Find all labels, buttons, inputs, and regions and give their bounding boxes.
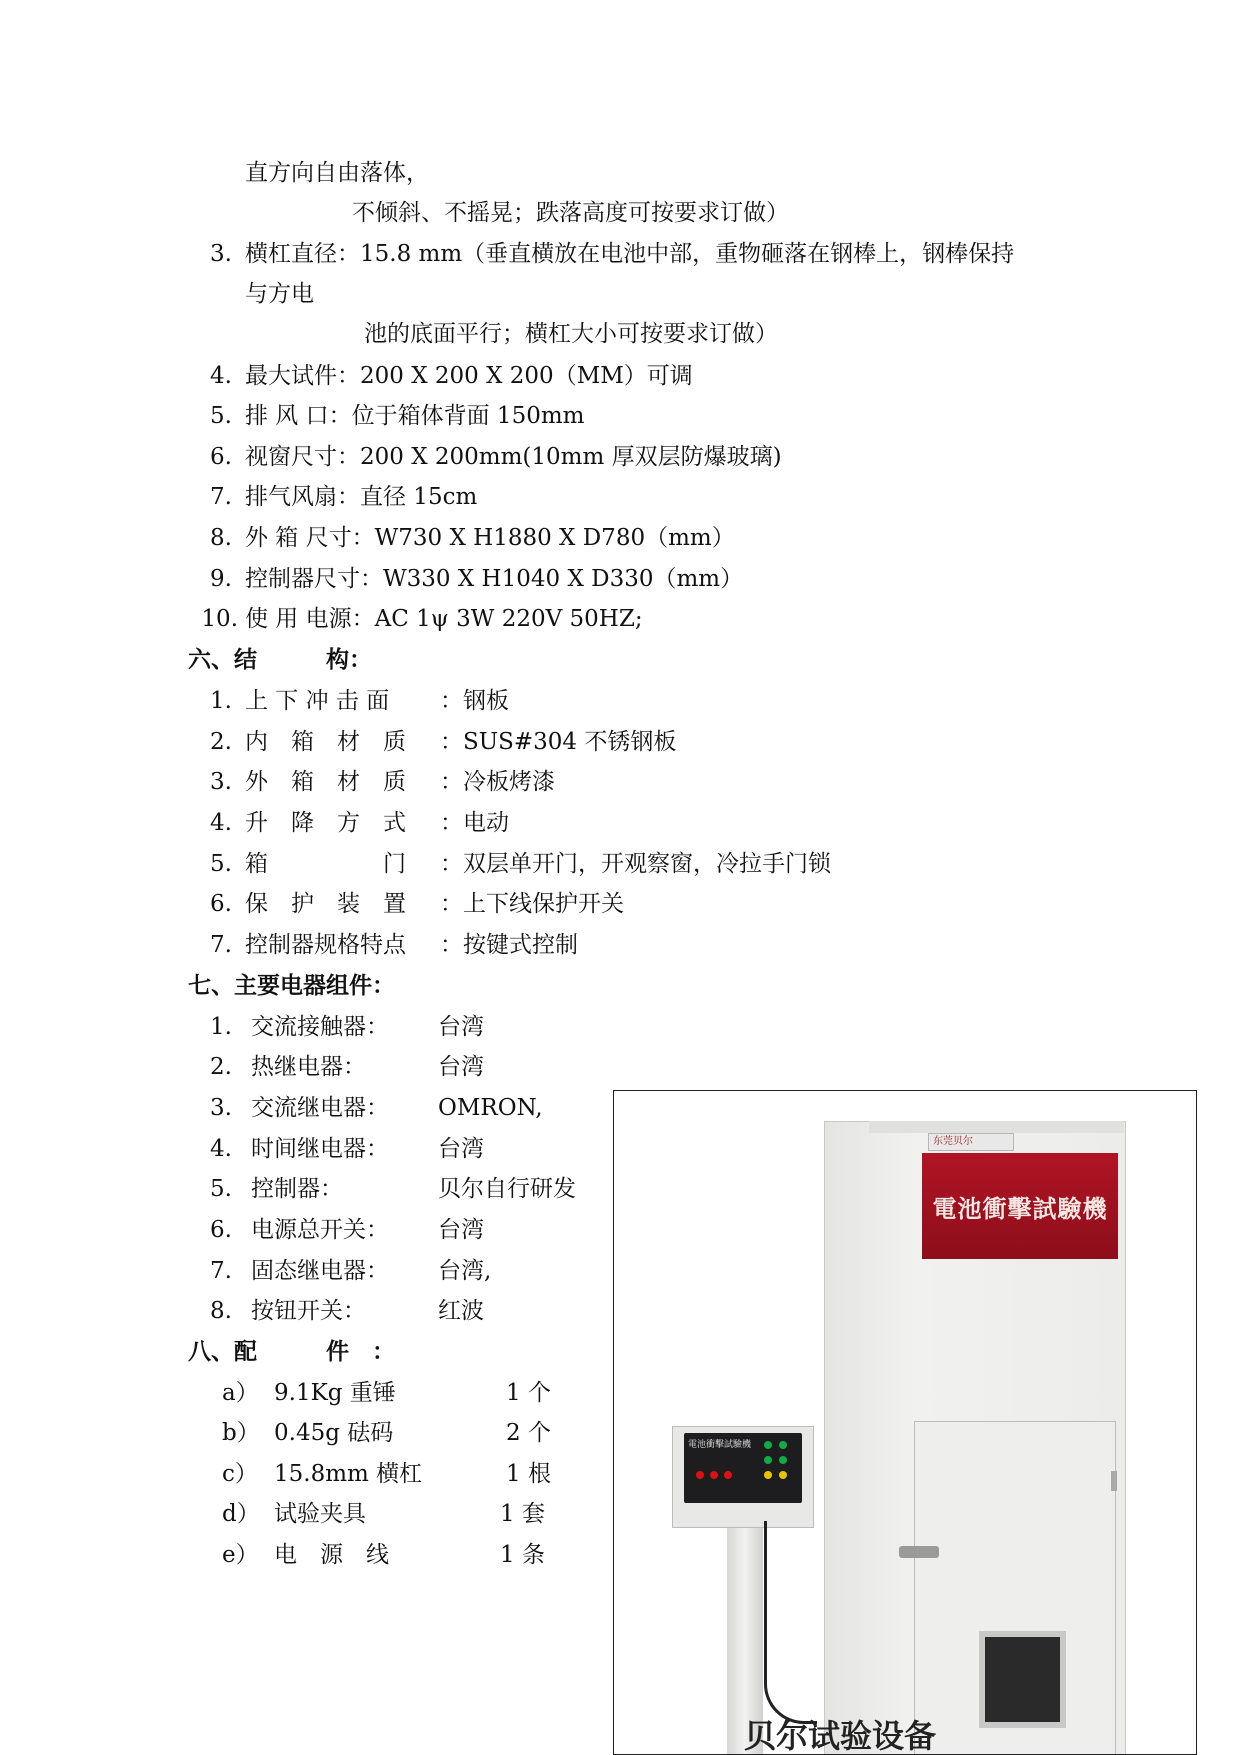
accessory-value: 1 套 bbox=[500, 1501, 545, 1527]
green-led-icon bbox=[764, 1441, 772, 1449]
component-key: 固态继电器： bbox=[251, 1258, 389, 1284]
accessory-num: c） bbox=[222, 1461, 258, 1487]
spec-text: 控制器尺寸：W330 X H1040 X D330（mm） bbox=[245, 566, 744, 592]
watermark: 贝尔试验设备 bbox=[744, 1717, 937, 1755]
section-7-heading: 七、主要电器组件： bbox=[188, 973, 395, 999]
component-num: 4. bbox=[210, 1136, 232, 1162]
spec-text: 最大试件：200 X 200 X 200（MM）可调 bbox=[245, 363, 693, 389]
component-num: 8. bbox=[210, 1298, 232, 1324]
spec-text: 与方电 bbox=[245, 281, 314, 307]
component-num: 5. bbox=[210, 1176, 232, 1202]
structure-key: 控制器规格特点 bbox=[245, 932, 406, 958]
structure-num: 1. bbox=[210, 688, 232, 714]
spec-text: 使 用 电源：AC 1ψ 3W 220V 50HZ; bbox=[245, 606, 643, 632]
structure-num: 4. bbox=[210, 810, 232, 836]
controller-title: 電池衝擊試驗機 bbox=[688, 1440, 752, 1450]
observation-window bbox=[979, 1631, 1066, 1728]
spec-num: 6. bbox=[210, 444, 232, 470]
green-led-icon bbox=[779, 1456, 787, 1464]
component-num: 3. bbox=[210, 1095, 232, 1121]
spec-text: 横杠直径：15.8 mm（垂直横放在电池中部，重物砸落在钢棒上，钢棒保持 bbox=[245, 241, 1015, 267]
structure-value: ：冷板烤漆 bbox=[440, 769, 555, 795]
spec-text: 排 风 口：位于箱体背面 150mm bbox=[245, 403, 585, 429]
intro-line-2: 不倾斜、不摇晃；跌落高度可按要求订做） bbox=[352, 200, 789, 226]
component-value: 台湾, bbox=[438, 1258, 492, 1284]
structure-value: ：SUS#304 不锈钢板 bbox=[440, 729, 677, 755]
structure-value: ：上下线保护开关 bbox=[440, 891, 624, 917]
spec-text: 排气风扇：直径 15cm bbox=[245, 484, 478, 510]
component-value: 台湾 bbox=[438, 1014, 484, 1040]
component-num: 7. bbox=[210, 1258, 232, 1284]
structure-num: 7. bbox=[210, 932, 232, 958]
section-8-heading: 八、配 件 ： bbox=[188, 1339, 395, 1365]
green-led-icon bbox=[779, 1441, 787, 1449]
red-led-icon bbox=[696, 1471, 704, 1479]
spec-num: 7. bbox=[210, 484, 232, 510]
component-key: 控制器： bbox=[251, 1176, 343, 1202]
spec-text: 视窗尺寸：200 X 200mm(10mm 厚双层防爆玻璃) bbox=[245, 444, 782, 470]
component-value: 贝尔自行研发 bbox=[438, 1176, 576, 1202]
structure-key: 外 箱 材 质 bbox=[245, 769, 406, 795]
yellow-led-icon bbox=[779, 1471, 787, 1479]
accessory-num: a） bbox=[222, 1380, 259, 1406]
component-key: 交流接触器： bbox=[251, 1014, 389, 1040]
red-led-icon bbox=[724, 1471, 732, 1479]
component-num: 1. bbox=[210, 1014, 232, 1040]
component-value: 台湾 bbox=[438, 1217, 484, 1243]
structure-value: ：电动 bbox=[440, 810, 509, 836]
green-led-icon bbox=[764, 1456, 772, 1464]
accessory-key: 15.8mm 横杠 bbox=[274, 1461, 423, 1487]
structure-key: 内 箱 材 质 bbox=[245, 729, 406, 755]
component-key: 热继电器： bbox=[251, 1054, 366, 1080]
structure-num: 6. bbox=[210, 891, 232, 917]
spec-num: 10. bbox=[201, 606, 238, 632]
spec-num: 8. bbox=[210, 525, 232, 551]
section-6-heading: 六、结 构： bbox=[188, 647, 372, 673]
accessory-value: 1 根 bbox=[506, 1461, 551, 1487]
structure-key: 箱 门 bbox=[245, 851, 406, 877]
spec-num: 5. bbox=[210, 403, 232, 429]
component-num: 2. bbox=[210, 1054, 232, 1080]
spec-num: 4. bbox=[210, 363, 232, 389]
door-hinge bbox=[1111, 1471, 1117, 1491]
accessory-num: d） bbox=[222, 1501, 260, 1527]
component-key: 按钮开关： bbox=[251, 1298, 366, 1324]
accessory-value: 1 条 bbox=[500, 1542, 545, 1568]
structure-value: ：钢板 bbox=[440, 688, 509, 714]
spec-text: 外 箱 尺寸：W730 X H1880 X D780（mm） bbox=[245, 525, 735, 551]
power-cable bbox=[764, 1521, 817, 1724]
accessory-num: b） bbox=[222, 1420, 260, 1446]
component-key: 时间继电器： bbox=[251, 1136, 389, 1162]
structure-num: 5. bbox=[210, 851, 232, 877]
cabinet-top bbox=[869, 1121, 1124, 1133]
brand-badge: 东莞贝尔 bbox=[928, 1133, 1014, 1151]
component-value: 红波 bbox=[438, 1298, 484, 1324]
yellow-led-icon bbox=[764, 1471, 772, 1479]
component-value: 台湾 bbox=[438, 1054, 484, 1080]
product-photo bbox=[613, 1090, 1197, 1755]
door-handle-icon bbox=[899, 1546, 939, 1558]
component-value: OMRON, bbox=[438, 1095, 543, 1121]
intro-line-1: 直方向自由落体， bbox=[245, 160, 429, 186]
component-key: 交流继电器： bbox=[251, 1095, 389, 1121]
machine-sign: 電池衝擊試驗機 bbox=[922, 1153, 1118, 1259]
accessory-key: 9.1Kg 重锤 bbox=[274, 1380, 396, 1406]
accessory-num: e） bbox=[222, 1542, 259, 1568]
component-value: 台湾 bbox=[438, 1136, 484, 1162]
component-key: 电源总开关： bbox=[251, 1217, 389, 1243]
structure-key: 保 护 装 置 bbox=[245, 891, 406, 917]
spec-text: 池的底面平行；横杠大小可按要求订做） bbox=[364, 321, 778, 347]
structure-key: 升 降 方 式 bbox=[245, 810, 406, 836]
red-led-icon bbox=[710, 1471, 718, 1479]
structure-num: 3. bbox=[210, 769, 232, 795]
structure-num: 2. bbox=[210, 729, 232, 755]
accessory-key: 0.45g 砝码 bbox=[274, 1420, 394, 1446]
spec-num: 9. bbox=[210, 566, 232, 592]
accessory-key: 电 源 线 bbox=[274, 1542, 389, 1568]
accessory-value: 2 个 bbox=[506, 1420, 551, 1446]
structure-key: 上 下 冲 击 面 bbox=[245, 688, 390, 714]
spec-num: 3. bbox=[210, 241, 232, 267]
accessory-key: 试验夹具 bbox=[274, 1501, 366, 1527]
component-num: 6. bbox=[210, 1217, 232, 1243]
accessory-value: 1 个 bbox=[506, 1380, 551, 1406]
structure-value: ：按键式控制 bbox=[440, 932, 578, 958]
structure-value: ：双层单开门，开观察窗，冷拉手门锁 bbox=[440, 851, 831, 877]
